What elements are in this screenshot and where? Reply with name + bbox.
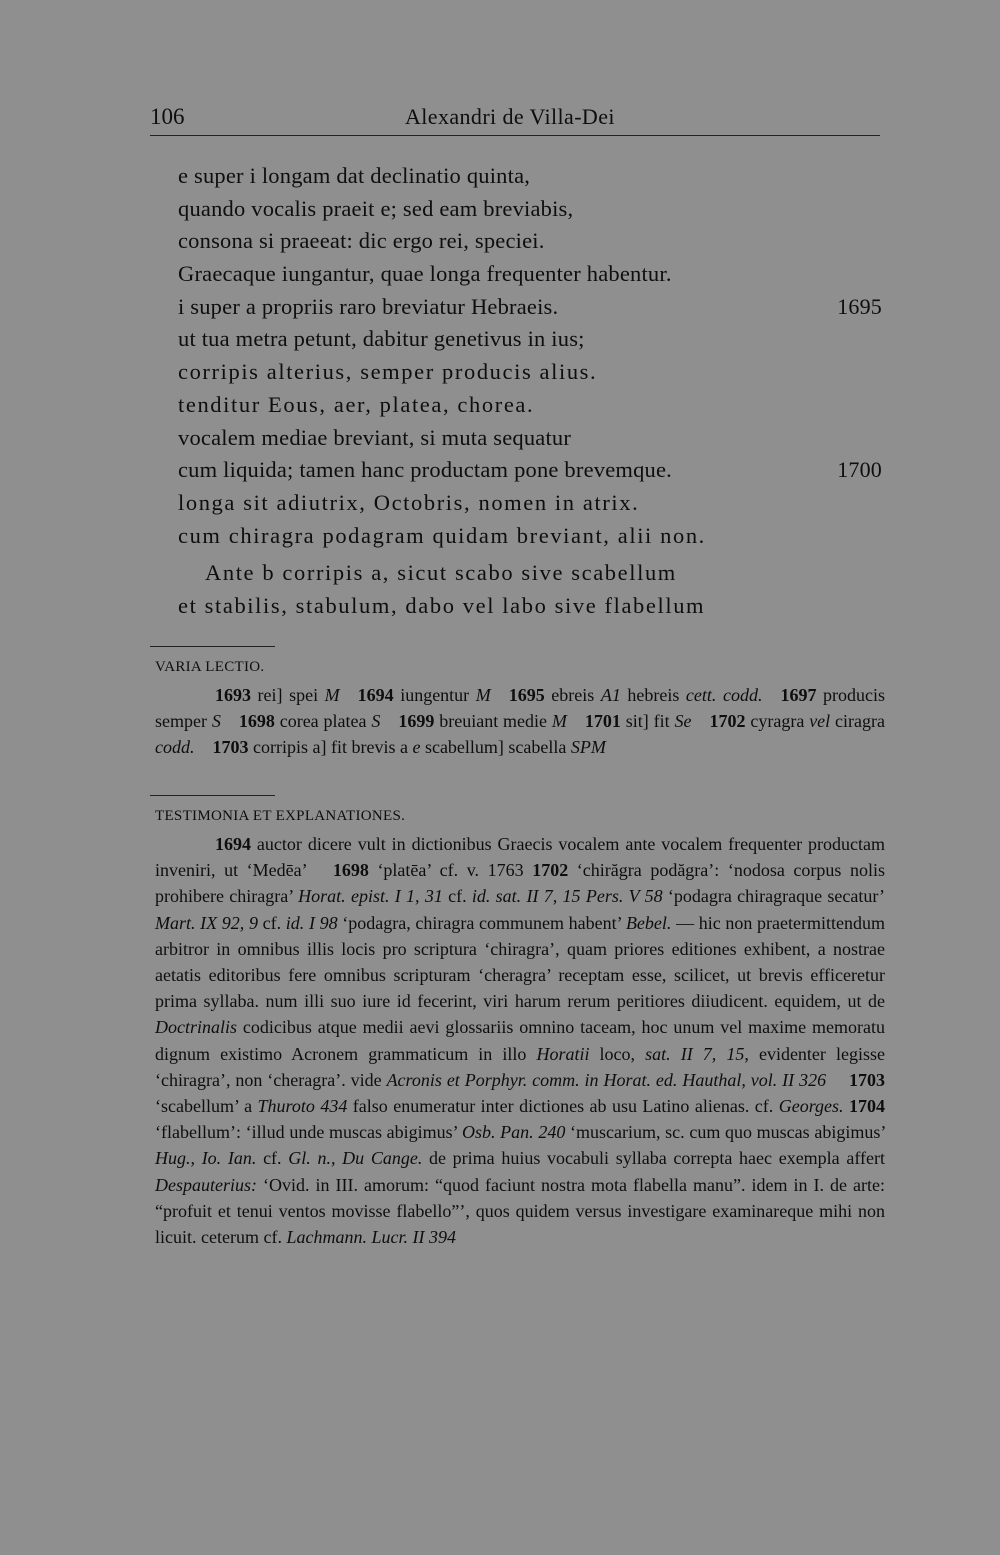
siglum: M — [551, 711, 567, 732]
siglum: S — [211, 711, 221, 732]
verse-line — [178, 225, 888, 258]
citation: Lachmann. Lucr. II 394 — [286, 1227, 456, 1248]
note-text: corea platea — [274, 711, 372, 732]
note-text: ‘podagra, chiragra communem habent’ — [337, 912, 626, 933]
verse-line — [178, 487, 888, 520]
citation: Acronis et Porphyr. comm. in Horat. ed. Hauthal, vol. II 326 — [386, 1069, 827, 1090]
note-text: hebreis — [620, 685, 686, 705]
verse-text: longa sit adiutrix, Octobris, nomen in atrix. — [178, 489, 640, 515]
verse-text: consona si praeeat: dic ergo rei, speciei. — [178, 228, 545, 254]
verse-text: ut tua metra petunt, dabitur genetivus in ius; — [178, 326, 585, 352]
citation: id. sat. II 7, 15 Pers. V 58 — [471, 886, 663, 907]
verse-text: et stabilis, stabulum, dabo vel labo sive flabellum — [178, 592, 706, 618]
siglum: codd. — [155, 737, 195, 758]
line-ref: 1697 — [780, 685, 817, 705]
siglum: S — [371, 711, 381, 732]
note-text: ‘platēa’ cf. v. 1763 — [368, 860, 533, 881]
verse-line — [178, 389, 888, 422]
line-ref: 1698 — [332, 860, 369, 881]
note-text: ebreis — [544, 685, 601, 705]
note-text — [826, 1070, 831, 1090]
section-rule — [150, 795, 275, 796]
verse-line — [178, 160, 888, 193]
note-text: falso enumeratur inter dictiones ab usu Latino alienas. cf. — [347, 1096, 779, 1117]
citation: Horatii — [536, 1043, 590, 1064]
line-ref: 1698 — [238, 711, 275, 732]
verse-text: vocalem mediae breviant, si muta sequatur — [178, 424, 572, 450]
note-text: scabellum] scabella — [420, 737, 571, 758]
verse-line — [178, 520, 888, 553]
note-text: producis semper — [155, 685, 885, 732]
line-ref: 1694 — [357, 685, 394, 705]
note-text: cyragra — [745, 711, 810, 732]
citation: Mart. IX 92, 9 — [155, 912, 258, 933]
verse-text: i super a propriis raro breviatur Hebraeis. — [178, 293, 559, 319]
note-text: ‘podagra chiragraque secatur’ — [662, 886, 885, 907]
note-text: ‘flabellum’: ‘illud unde muscas abigimus’ — [155, 1122, 462, 1143]
verse-text: Ante b corripis a, sicut scabo sive scabellum — [205, 560, 677, 586]
verse-line — [178, 454, 888, 487]
note-text: rei] spei — [251, 685, 325, 705]
siglum: M — [475, 685, 491, 705]
line-ref: 1702 — [532, 860, 569, 881]
citation: id. I 98 — [285, 912, 338, 933]
note-text: ‘muscarium, sc. cum quo muscas abigimus’ — [565, 1122, 886, 1143]
verse-line — [178, 258, 888, 291]
testimonia-notes — [155, 831, 885, 1250]
citation: Osb. Pan. 240 — [461, 1122, 566, 1143]
note-text: de prima huius vocabuli syllaba correpta haec exempla affert — [422, 1148, 885, 1169]
siglum: M — [324, 685, 340, 705]
note-text: cf. — [256, 1148, 289, 1169]
citation: Horat. epist. I 1, 31 — [298, 886, 443, 907]
verse-block — [178, 160, 888, 623]
header-rule — [150, 135, 880, 136]
line-ref: 1694 — [215, 834, 251, 854]
running-title: Alexandri de Villa-Dei — [405, 104, 615, 129]
line-ref: 1699 — [398, 711, 435, 732]
page-header — [150, 104, 880, 138]
line-ref: 1702 — [709, 711, 746, 732]
note-text: auctor dicere vult in dictionibus Graecis vocalem ante vocalem frequenter productam inveniri, ut ‘Medēa’ — [155, 834, 885, 881]
line-ref: 1704 — [849, 1096, 886, 1117]
line-number: 1695 — [837, 293, 882, 319]
verse-line — [178, 557, 888, 590]
verse-line — [178, 590, 888, 623]
verse-line — [178, 356, 888, 389]
verse-text: e super i longam dat declinatio quinta, — [178, 163, 531, 188]
note-text: , evidenter legisse ‘chiragra’, non ‘cheragra’. vide — [155, 1043, 885, 1090]
note-text: corripis a] fit brevis a — [248, 737, 413, 758]
siglum: vel — [809, 711, 831, 732]
note-text: ‘chirăgra podăgra’: ‘nodosa corpus nolis prohibere chiragra’ — [155, 860, 886, 907]
note-text: — hic non praetermittendum arbitror in omnibus illis locis pro scriptura ‘chiragra’, quam priores editiones exhibent, a nostrae aetatis editoribus fere omnibus scripturam ‘cheragra’ receptam esse, scilicet, ut brevis efficeretur prima syllaba. num illi suo iure id fecerint, viri harum rerum peritiores diiudicent. equidem, ut de — [155, 912, 885, 1012]
siglum: A1 — [600, 685, 621, 705]
verse-text: cum liquida; tamen hanc productam pone brevemque. — [178, 457, 673, 483]
citation: Thuroto 434 — [257, 1096, 348, 1117]
line-ref: 1695 — [508, 685, 545, 705]
note-text: iungentur — [393, 685, 476, 705]
varia-lectio-heading: VARIA LECTIO. — [155, 659, 265, 675]
verse-text: Graecaque iungantur, quae longa frequenter habentur. — [178, 261, 672, 287]
note-text: breuiant medie — [434, 711, 552, 732]
citation: Bebel. — [625, 912, 672, 933]
varia-lectio-notes — [155, 682, 885, 761]
testimonia-heading: TESTIMONIA ET EXPLANATIONES. — [155, 808, 406, 824]
citation: Georges. — [778, 1096, 844, 1117]
verse-line — [178, 291, 888, 324]
citation: sat. II 7, 15 — [645, 1043, 745, 1064]
siglum: SPM — [570, 737, 606, 758]
citation: Gl. n., Du Cange. — [288, 1148, 423, 1169]
siglum: e — [412, 737, 421, 758]
verse-line — [178, 422, 888, 455]
verse-line — [178, 323, 888, 356]
varia-lectio-paragraph — [155, 682, 885, 761]
siglum: Se — [674, 711, 692, 732]
line-number: 1700 — [837, 457, 882, 483]
verse-text: cum chiragra podagram quidam breviant, alii non. — [178, 522, 706, 548]
citation: Doctrinalis — [155, 1017, 238, 1038]
note-text: cf. — [257, 912, 286, 933]
line-ref: 1701 — [584, 711, 621, 732]
note-text: loco, — [589, 1043, 646, 1064]
verse-text: tenditur Eous, aer, platea, chorea. — [178, 391, 535, 417]
citation: Despauterius: — [155, 1174, 257, 1195]
line-ref: 1703 — [849, 1069, 886, 1090]
page-number: 106 — [150, 104, 185, 129]
verse-line — [178, 193, 888, 226]
note-text: cf. — [442, 886, 472, 907]
section-rule — [150, 646, 275, 647]
testimonia-paragraph — [155, 831, 885, 1250]
note-text: ciragra — [830, 711, 885, 732]
citation: Hug., Io. Ian. — [155, 1148, 257, 1169]
note-text: sit] fit — [620, 711, 675, 732]
verse-text: corripis alterius, semper producis alius. — [178, 359, 598, 385]
note-text: codicibus atque medii aevi glossariis omnino taceam, hoc unum vel maxime memoratu dignum existimo Acronem grammaticum in illo — [155, 1017, 885, 1064]
line-ref: 1703 — [212, 737, 249, 758]
note-text: ‘Ovid. in III. amorum: “quod faciunt nostra mota flabella manu”. idem in I. de arte: “profuit et tenui ventos movisse flabello”’, quos quidem versus investigare examinareque mihi non licuit. ceterum cf. — [155, 1174, 885, 1248]
line-ref: 1693 — [215, 685, 251, 705]
note-text: ‘scabellum’ a — [155, 1096, 258, 1117]
verse-text: quando vocalis praeit e; sed eam breviabis, — [178, 195, 574, 221]
siglum: cett. codd. — [685, 685, 763, 705]
